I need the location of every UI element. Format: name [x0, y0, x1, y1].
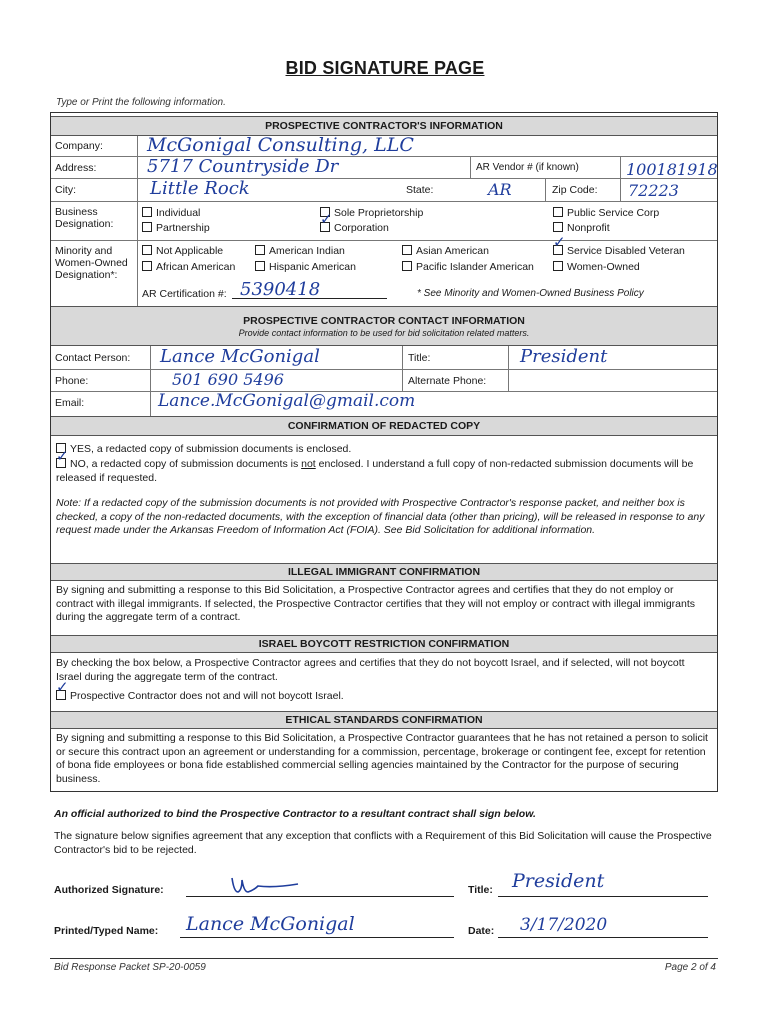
- checkbox-sole-proprietorship[interactable]: Sole Proprietorship: [320, 207, 423, 219]
- checkbox-american-indian[interactable]: American Indian: [255, 245, 345, 257]
- redacted-yes-option[interactable]: YES, a redacted copy of submission documents is enclosed.: [56, 443, 351, 455]
- checkbox-women-owned[interactable]: Women-Owned: [553, 261, 640, 273]
- email-field[interactable]: Lance.McGonigal@gmail.com: [158, 391, 416, 411]
- israel-boycott-text: By checking the box below, a Prospective Contractor agrees and certifies that they do not boycott Israel, and if selected, will not boycott Israel during the aggregate term of the contract.: [56, 657, 685, 683]
- policy-note: * See Minority and Women-Owned Business Policy: [417, 288, 644, 299]
- ethical-standards-text: By signing and submitting a response to this Bid Solicitation, a Prospective Contractor guarantees that he has not retained a person to solicit or secure this contract upon an agreement or understanding for a commission, percentage, brokerage or contingent fee, except for retention of bona fide employees or bona fide established commercial selling agencies maintained by the Contractor for the purpose of securing business.: [56, 732, 708, 785]
- checkbox-individual[interactable]: Individual: [142, 207, 200, 219]
- checkbox-african-american[interactable]: African American: [142, 261, 235, 273]
- ar-certification-field[interactable]: 5390418: [240, 279, 321, 300]
- redacted-no-option[interactable]: ✓NO, a redacted copy of submission documents is not enclosed. I understand a full copy of non-redacted submission documents will be released if requested.: [56, 458, 710, 485]
- footer-page-number: Page 2 of 4: [664, 962, 716, 973]
- zip-label: Zip Code:: [552, 184, 598, 196]
- address-field[interactable]: 5717 Countryside Dr: [147, 156, 339, 177]
- checkbox-nonprofit[interactable]: Nonprofit: [553, 222, 610, 234]
- state-label: State:: [406, 184, 434, 196]
- company-label: Company:: [55, 140, 103, 152]
- city-field[interactable]: Little Rock: [150, 178, 250, 199]
- official-sign-note: An official authorized to bind the Prospective Contractor to a resultant contract shall sign below.: [54, 808, 536, 820]
- ethical-standards-header: ETHICAL STANDARDS CONFIRMATION: [51, 711, 717, 729]
- contact-info-header: PROSPECTIVE CONTRACTOR CONTACT INFORMATION Provide contact information to be used for bid solicitation related matters.: [51, 306, 717, 346]
- instruction-text: Type or Print the following information.: [56, 97, 226, 108]
- contractor-info-header: PROSPECTIVE CONTRACTOR'S INFORMATION: [51, 116, 717, 136]
- vendor-label: AR Vendor # (if known): [476, 162, 579, 173]
- israel-boycott-header: ISRAEL BOYCOTT RESTRICTION CONFIRMATION: [51, 635, 717, 653]
- printed-name-field[interactable]: Lance McGonigal: [186, 913, 355, 935]
- date-field[interactable]: 3/17/2020: [520, 915, 608, 935]
- contact-title-label: Title:: [408, 352, 431, 364]
- checkbox-corporation[interactable]: ✓Corporation: [320, 222, 389, 234]
- illegal-immigrant-text: By signing and submitting a response to this Bid Solicitation, a Prospective Contractor agrees and certifies that they do not employ or contract with illegal immigrants. If selected, the Prospective Contractor certifies that they will not employ or contract with illegal immigrants during the aggregate term of a contract.: [56, 584, 696, 623]
- state-field[interactable]: AR: [488, 180, 512, 199]
- signature-title-label: Title:: [468, 884, 493, 896]
- alternate-phone-label: Alternate Phone:: [408, 375, 487, 387]
- signature-title-field[interactable]: President: [512, 870, 605, 892]
- agreement-text: The signature below signifies agreement that any exception that conflicts with a Requirement of this Bid Solicitation will cause the Prospective Contractor's bid to be rejected.: [54, 830, 712, 856]
- checkbox-asian-american[interactable]: Asian American: [402, 245, 489, 257]
- address-label: Address:: [55, 162, 97, 174]
- checkbox-partnership[interactable]: Partnership: [142, 222, 210, 234]
- redacted-note: Note: If a redacted copy of the submission documents is not provided with Prospective Contractor's response packet, and neither box is checked, a copy of the non-redacted documents, with the exception of financial data (other than pricing), will be released in response to any request made under the Arkansas Freedom of Information Act (FOIA). See Bid Solicitation for additional information.: [56, 497, 705, 536]
- checkbox-not-applicable[interactable]: Not Applicable: [142, 245, 223, 257]
- authorized-signature-label: Authorized Signature:: [54, 884, 164, 896]
- illegal-immigrant-header: ILLEGAL IMMIGRANT CONFIRMATION: [51, 563, 717, 581]
- date-label: Date:: [468, 925, 495, 937]
- printed-name-label: Printed/Typed Name:: [54, 925, 159, 937]
- signature-mark[interactable]: [228, 870, 308, 898]
- company-field[interactable]: McGonigal Consulting, LLC: [147, 134, 414, 156]
- vendor-field[interactable]: 100181918: [626, 160, 718, 179]
- email-label: Email:: [55, 397, 85, 409]
- checkbox-hispanic-american[interactable]: Hispanic American: [255, 261, 356, 273]
- business-designation-label: Business Designation:: [55, 206, 114, 230]
- phone-field[interactable]: 501 690 5496: [172, 370, 284, 389]
- minority-designation-label: Minority and Women-Owned Designation*:: [55, 245, 128, 281]
- contact-title-field[interactable]: President: [520, 346, 608, 367]
- checkbox-public-service-corp[interactable]: Public Service Corp: [553, 207, 659, 219]
- contact-person-label: Contact Person:: [55, 352, 131, 364]
- zip-field[interactable]: 72223: [628, 181, 679, 200]
- city-label: City:: [55, 184, 76, 196]
- redacted-copy-header: CONFIRMATION OF REDACTED COPY: [51, 416, 717, 436]
- contact-person-field[interactable]: Lance McGonigal: [160, 346, 320, 367]
- ar-certification-label: AR Certification #:: [142, 288, 227, 300]
- israel-boycott-checkbox[interactable]: ✓Prospective Contractor does not and will not boycott Israel.: [56, 690, 344, 702]
- checkbox-service-disabled-veteran[interactable]: ✓Service Disabled Veteran: [553, 245, 685, 257]
- page-title: BID SIGNATURE PAGE: [285, 58, 485, 78]
- phone-label: Phone:: [55, 375, 89, 387]
- footer-packet-id: Bid Response Packet SP-20-0059: [54, 962, 206, 973]
- checkbox-pacific-islander-american[interactable]: Pacific Islander American: [402, 261, 534, 273]
